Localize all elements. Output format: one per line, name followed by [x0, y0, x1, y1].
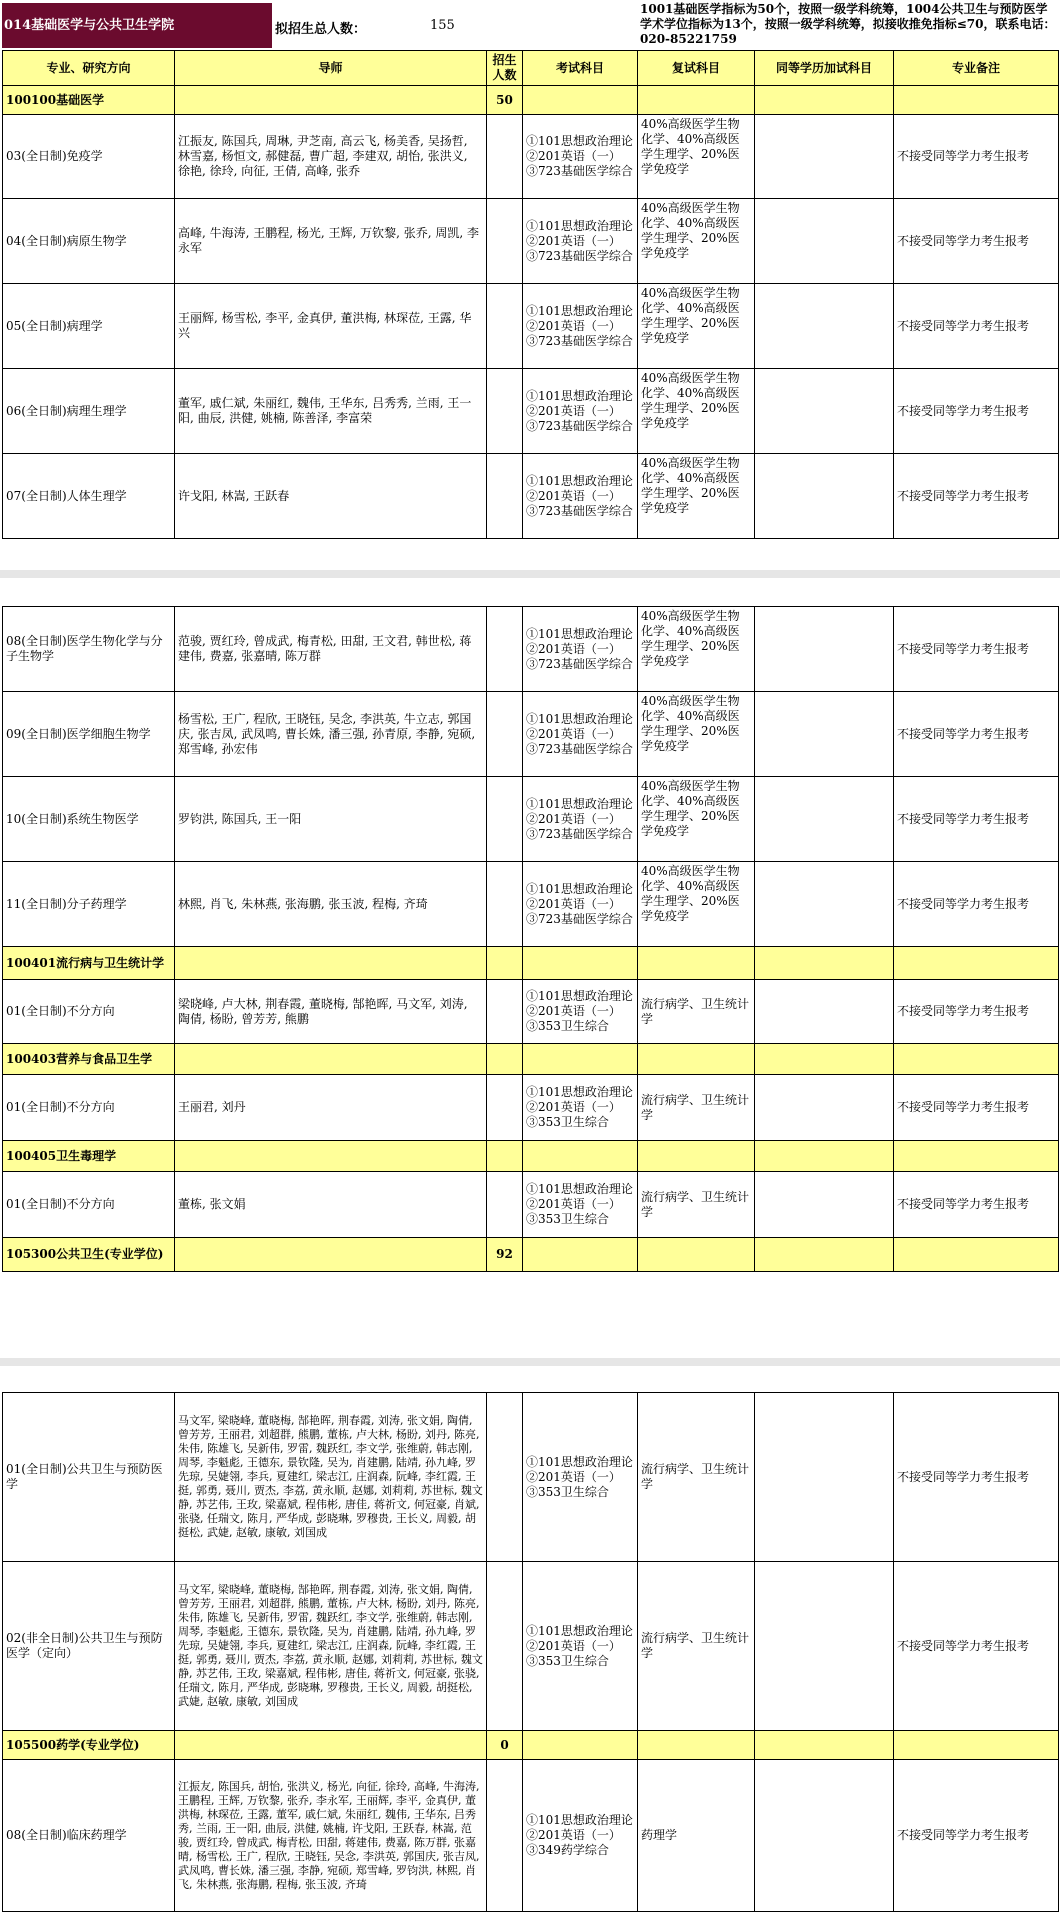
remark: 不接受同等学力考生报考 — [894, 1393, 1059, 1562]
exam-subjects: ①101思想政治理论 ②201英语（一） ③723基础医学综合 — [523, 692, 638, 777]
exam-subjects: ①101思想政治理论 ②201英语（一） ③723基础医学综合 — [523, 369, 638, 454]
enroll-value: 155 — [430, 18, 455, 33]
enroll-label: 拟招生总人数： — [275, 22, 367, 37]
remark: 不接受同等学力考生报考 — [894, 284, 1059, 369]
table-row — [3, 777, 1059, 862]
section-row — [3, 947, 1059, 980]
table-row — [3, 199, 1059, 284]
retest-subjects: 40%高级医学生物化学、40%高级医学生理学、20%医学免疫学 — [638, 115, 755, 199]
table-row — [3, 980, 1059, 1044]
section-name: 105300公共卫生(专业学位) — [3, 1238, 175, 1272]
remark: 不接受同等学力考生报考 — [894, 980, 1059, 1044]
direction: 01(全日制)公共卫生与预防医学 — [3, 1393, 175, 1562]
section-row — [3, 1238, 1059, 1272]
page-header — [0, 0, 1060, 50]
remark: 不接受同等学力考生报考 — [894, 369, 1059, 454]
remark: 不接受同等学力考生报考 — [894, 1562, 1059, 1731]
section-row — [3, 1731, 1059, 1760]
exam-subjects: ①101思想政治理论 ②201英语（一） ③353卫生综合 — [523, 1562, 638, 1731]
tutors: 王丽君, 刘丹 — [175, 1075, 487, 1141]
exam-subjects: ①101思想政治理论 ②201英语（一） ③723基础医学综合 — [523, 607, 638, 692]
tutors: 许戈阳, 林嵩, 王跃春 — [175, 454, 487, 539]
direction: 02(非全日制)公共卫生与预防医学（定向） — [3, 1562, 175, 1731]
remark: 不接受同等学力考生报考 — [894, 199, 1059, 284]
exam-subjects: ①101思想政治理论 ②201英语（一） ③723基础医学综合 — [523, 777, 638, 862]
section-row — [3, 86, 1059, 115]
retest-subjects: 40%高级医学生物化学、40%高级医学生理学、20%医学免疫学 — [638, 607, 755, 692]
col-header: 专业、研究方向 — [3, 51, 175, 86]
direction: 01(全日制)不分方向 — [3, 1075, 175, 1141]
page-divider — [0, 1358, 1060, 1366]
col-header: 考试科目 — [523, 51, 638, 86]
notice-text: 1001基础医学指标为50个，按照一级学科统筹，1004公共卫生与预防医学学术学位指标为13个，按照一级学科统筹，拟接收推免指标≤70，联系电话：020-85221759 — [640, 2, 1056, 46]
table-row — [3, 115, 1059, 199]
remark: 不接受同等学力考生报考 — [894, 1760, 1059, 1912]
exam-subjects: ①101思想政治理论 ②201英语（一） ③723基础医学综合 — [523, 284, 638, 369]
direction: 08(全日制)医学生物化学与分子生物学 — [3, 607, 175, 692]
section-count: 0 — [487, 1731, 523, 1760]
retest-subjects: 流行病学、卫生统计学 — [638, 1393, 755, 1562]
table-page-3 — [2, 1392, 1058, 1912]
direction: 01(全日制)不分方向 — [3, 980, 175, 1044]
tutors: 梁晓峰, 卢大林, 荆春霞, 董晓梅, 郜艳晖, 马文军, 刘涛, 陶倩, 杨盼, 曾芳芳, 熊鹏 — [175, 980, 487, 1044]
remark: 不接受同等学力考生报考 — [894, 862, 1059, 947]
retest-subjects: 流行病学、卫生统计学 — [638, 980, 755, 1044]
tutors: 王丽辉, 杨雪松, 李平, 金真伊, 董洪梅, 林琛莅, 王露, 华兴 — [175, 284, 487, 369]
retest-subjects: 流行病学、卫生统计学 — [638, 1172, 755, 1238]
exam-subjects: ①101思想政治理论 ②201英语（一） ③349药学综合 — [523, 1760, 638, 1912]
table-row — [3, 454, 1059, 539]
direction: 10(全日制)系统生物医学 — [3, 777, 175, 862]
retest-subjects: 流行病学、卫生统计学 — [638, 1075, 755, 1141]
tutors: 林熙, 肖飞, 朱林燕, 张海鹏, 张玉波, 程梅, 齐琦 — [175, 862, 487, 947]
col-header: 专业备注 — [894, 51, 1059, 86]
section-count: 92 — [487, 1238, 523, 1272]
table-row — [3, 1075, 1059, 1141]
table-row — [3, 284, 1059, 369]
direction: 06(全日制)病理生理学 — [3, 369, 175, 454]
remark: 不接受同等学力考生报考 — [894, 454, 1059, 539]
direction: 11(全日制)分子药理学 — [3, 862, 175, 947]
exam-subjects: ①101思想政治理论 ②201英语（一） ③723基础医学综合 — [523, 115, 638, 199]
direction: 07(全日制)人体生理学 — [3, 454, 175, 539]
table-row — [3, 1760, 1059, 1912]
section-name: 100405卫生毒理学 — [3, 1141, 175, 1172]
remark: 不接受同等学力考生报考 — [894, 692, 1059, 777]
remark: 不接受同等学力考生报考 — [894, 115, 1059, 199]
college-name: 014基础医学与公共卫生学院 — [2, 3, 272, 48]
admissions-table — [2, 1392, 1059, 1912]
exam-subjects: ①101思想政治理论 ②201英语（一） ③353卫生综合 — [523, 1075, 638, 1141]
table-page-2 — [2, 606, 1058, 1272]
table-row — [3, 607, 1059, 692]
tutors: 董军, 戚仁斌, 朱丽红, 魏伟, 王华东, 吕秀秀, 兰雨, 王一阳, 曲辰, 洪健, 姚楠, 陈善泽, 李富荣 — [175, 369, 487, 454]
tutors: 范骏, 贾红玲, 曾成武, 梅青松, 田甜, 王文君, 韩世松, 蒋建伟, 费嘉, 张嘉晴, 陈万群 — [175, 607, 487, 692]
section-name: 100403营养与食品卫生学 — [3, 1044, 175, 1075]
direction: 05(全日制)病理学 — [3, 284, 175, 369]
exam-subjects: ①101思想政治理论 ②201英语（一） ③723基础医学综合 — [523, 199, 638, 284]
col-header: 招生人数 — [487, 51, 523, 86]
table-row — [3, 1393, 1059, 1562]
exam-subjects: ①101思想政治理论 ②201英语（一） ③723基础医学综合 — [523, 454, 638, 539]
remark: 不接受同等学力考生报考 — [894, 607, 1059, 692]
direction: 09(全日制)医学细胞生物学 — [3, 692, 175, 777]
admissions-table — [2, 606, 1059, 1272]
tutors: 杨雪松, 王广, 程欣, 王晓钰, 吴念, 李洪英, 牛立志, 郭国庆, 张吉凤, 武凤鸣, 曹长姝, 潘三强, 孙青原, 李静, 宛硕, 郑雪峰, 孙宏伟 — [175, 692, 487, 777]
section-row — [3, 1141, 1059, 1172]
section-name: 105500药学(专业学位) — [3, 1731, 175, 1760]
direction: 01(全日制)不分方向 — [3, 1172, 175, 1238]
header-row — [3, 51, 1059, 86]
remark: 不接受同等学力考生报考 — [894, 1075, 1059, 1141]
retest-subjects: 40%高级医学生物化学、40%高级医学生理学、20%医学免疫学 — [638, 284, 755, 369]
exam-subjects: ①101思想政治理论 ②201英语（一） ③353卫生综合 — [523, 1393, 638, 1562]
table-page-1 — [2, 50, 1058, 539]
section-count: 50 — [487, 86, 523, 115]
direction: 03(全日制)免疫学 — [3, 115, 175, 199]
section-row — [3, 1044, 1059, 1075]
retest-subjects: 40%高级医学生物化学、40%高级医学生理学、20%医学免疫学 — [638, 862, 755, 947]
retest-subjects: 40%高级医学生物化学、40%高级医学生理学、20%医学免疫学 — [638, 369, 755, 454]
remark: 不接受同等学力考生报考 — [894, 777, 1059, 862]
tutors: 罗钧洪, 陈国兵, 王一阳 — [175, 777, 487, 862]
page-divider — [0, 570, 1060, 578]
direction: 08(全日制)临床药理学 — [3, 1760, 175, 1912]
col-header: 复试科目 — [638, 51, 755, 86]
tutors: 江振友, 陈国兵, 胡怡, 张洪义, 杨光, 向征, 徐玲, 高峰, 牛海涛, 王鹏程, 王辉, 万钦黎, 张乔, 李永军, 王丽辉, 李平, 金真伊, 董洪梅, 林琛莅, 王露, 董军, 戚仁斌, 朱丽红, 魏伟, 王华东, 吕秀秀, 兰雨, 王一阳, 曲辰, 洪健, 姚楠, 许戈阳, 王跃春, 林嵩, 范骏, 贾红玲, 曾成武, 梅青松, 田甜, 蒋建伟, 费嘉, 陈万群, 张嘉晴, 杨雪松, 王广, 程欣, 王晓钰, 吴念, 李洪英, 郭国庆, 张吉凤, 武凤鸣, 曹长姝, 潘三强, 李静, 宛硕, 郑雪峰, 罗钧洪, 林熙, 肖飞, 朱林燕, 张海鹏, 程梅, 张玉波, 齐琦 — [175, 1760, 487, 1912]
retest-subjects: 40%高级医学生物化学、40%高级医学生理学、20%医学免疫学 — [638, 454, 755, 539]
tutors: 马文军, 梁晓峰, 董晓梅, 郜艳晖, 荆春霞, 刘涛, 张文娟, 陶倩, 曾芳芳, 王丽君, 刘超群, 熊鹏, 董栋, 卢大林, 杨盼, 刘丹, 陈亮, 朱伟, 陈雄飞, 吴新伟, 罗雷, 魏跃红, 李文学, 张维蔚, 韩志刚, 周琴, 李魁彪, 王德东, 景钦隆, 吴为, 肖建鹏, 陆靖, 孙九峰, 罗先琼, 吴婕翎, 李兵, 夏建红, 梁志江, 庄润森, 阮峰, 李红霞, 王挺, 郭勇, 聂川, 贾杰, 李荔, 黄永顺, 赵娜, 刘莉莉, 苏世标, 魏文静, 苏艺伟, 王玫, 梁嘉斌, 程伟彬, 唐佳, 蒋祈文, 何冠豪, 肖斌, 张骁, 任瑞文, 陈月, 严华成, 彭晓琳, 罗穆贵, 王长义, 周毅, 胡挺松, 武婕, 赵敏, 康敏, 刘国成 — [175, 1393, 487, 1562]
direction: 04(全日制)病原生物学 — [3, 199, 175, 284]
table-row — [3, 369, 1059, 454]
exam-subjects: ①101思想政治理论 ②201英语（一） ③353卫生综合 — [523, 980, 638, 1044]
retest-subjects: 40%高级医学生物化学、40%高级医学生理学、20%医学免疫学 — [638, 692, 755, 777]
table-row — [3, 862, 1059, 947]
retest-subjects: 40%高级医学生物化学、40%高级医学生理学、20%医学免疫学 — [638, 199, 755, 284]
retest-subjects: 40%高级医学生物化学、40%高级医学生理学、20%医学免疫学 — [638, 777, 755, 862]
tutors: 董栋, 张文娟 — [175, 1172, 487, 1238]
exam-subjects: ①101思想政治理论 ②201英语（一） ③723基础医学综合 — [523, 862, 638, 947]
tutors: 马文军, 梁晓峰, 董晓梅, 郜艳晖, 荆春霞, 刘涛, 张文娟, 陶倩, 曾芳芳, 王丽君, 刘超群, 熊鹏, 董栋, 卢大林, 杨盼, 刘丹, 陈亮, 朱伟, 陈雄飞, 吴新伟, 罗雷, 魏跃红, 李文学, 张维蔚, 韩志刚, 周琴, 李魁彪, 王德东, 景钦隆, 吴为, 肖建鹏, 陆靖, 孙九峰, 罗先琼, 吴婕翎, 李兵, 夏建红, 梁志江, 庄润森, 阮峰, 李红霞, 王挺, 郭勇, 聂川, 贾杰, 李荔, 黄永顺, 赵娜, 刘莉莉, 苏世标, 魏文静, 苏艺伟, 王玫, 梁嘉斌, 程伟彬, 唐佳, 蒋祈文, 何冠豪, 张骁, 任瑞文, 陈月, 严华成, 彭晓琳, 罗穆贵, 王长义, 周毅, 胡挺松, 武婕, 赵敏, 康敏, 刘国成 — [175, 1562, 487, 1731]
col-header: 同等学历加试科目 — [755, 51, 894, 86]
retest-subjects: 药理学 — [638, 1760, 755, 1912]
exam-subjects: ①101思想政治理论 ②201英语（一） ③353卫生综合 — [523, 1172, 638, 1238]
tutors: 江振友, 陈国兵, 周琳, 尹芝南, 高云飞, 杨美香, 吴扬哲, 林雪嘉, 杨恒文, 郝健磊, 曹广超, 李建双, 胡怡, 张洪义, 徐艳, 徐玲, 向征, 王倩, 高峰, 张乔 — [175, 115, 487, 199]
table-row — [3, 1172, 1059, 1238]
section-name: 100401流行病与卫生统计学 — [3, 947, 175, 980]
col-header: 导师 — [175, 51, 487, 86]
admissions-table — [2, 50, 1059, 539]
table-row — [3, 692, 1059, 777]
tutors: 高峰, 牛海涛, 王鹏程, 杨光, 王辉, 万钦黎, 张乔, 周凯, 李永军 — [175, 199, 487, 284]
remark: 不接受同等学力考生报考 — [894, 1172, 1059, 1238]
table-row — [3, 1562, 1059, 1731]
retest-subjects: 流行病学、卫生统计学 — [638, 1562, 755, 1731]
section-name: 100100基础医学 — [3, 86, 175, 115]
